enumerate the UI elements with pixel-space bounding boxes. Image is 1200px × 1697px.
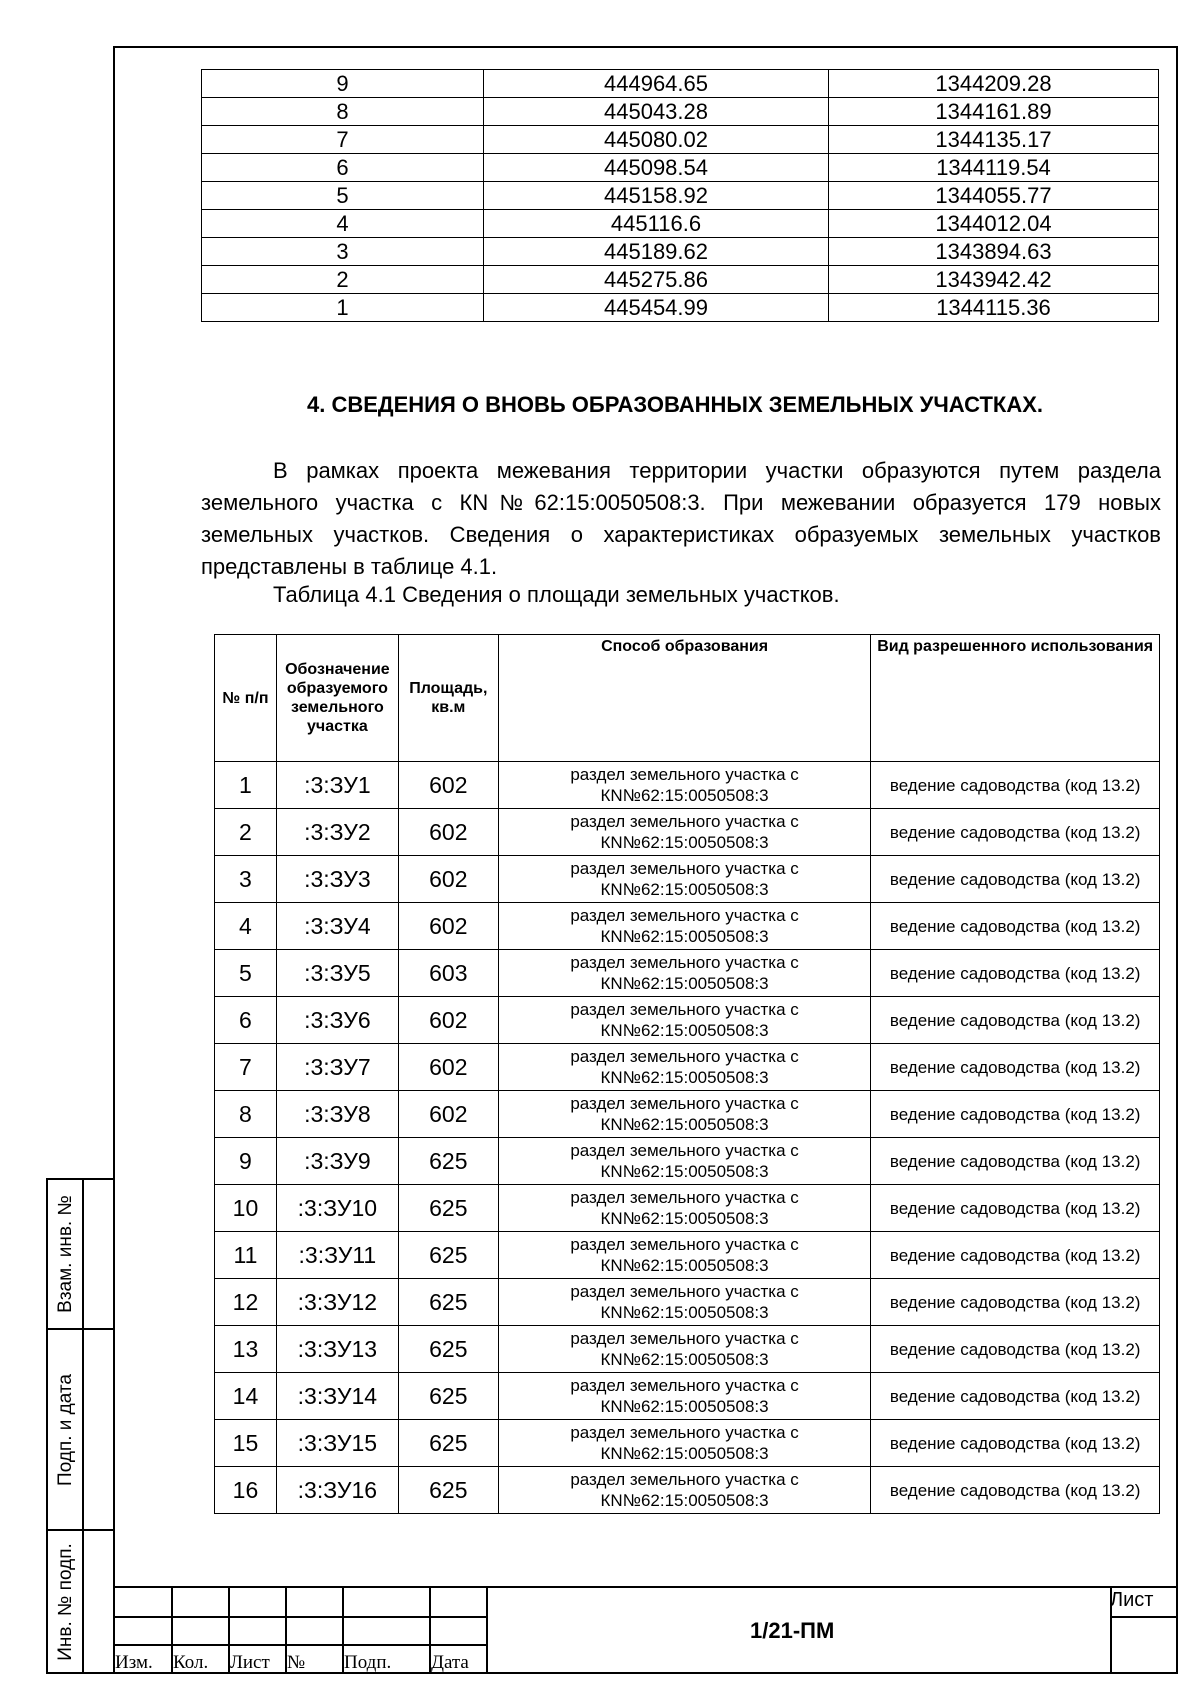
plot-num: 15 [215, 1420, 277, 1467]
plot-num: 11 [215, 1232, 277, 1279]
side-cell-podp [46, 1328, 115, 1531]
coords-row [202, 98, 1159, 126]
plot-use: ведение садоводства (код 13.2) [871, 1138, 1160, 1185]
point-number: 2 [202, 266, 484, 294]
stamp-kol: Кол. [173, 1652, 209, 1673]
plot-num: 13 [215, 1326, 277, 1373]
plot-num: 10 [215, 1185, 277, 1232]
stamp-podp: Подп. [344, 1652, 392, 1673]
plot-area: 625 [398, 1326, 498, 1373]
plot-row [215, 1279, 1160, 1326]
plot-method: раздел земельного участка с КN№62:15:0050508:3 [498, 1373, 871, 1420]
plot-num: 8 [215, 1091, 277, 1138]
plot-area: 625 [398, 1373, 498, 1420]
plot-row [215, 1044, 1160, 1091]
plot-use: ведение садоводства (код 13.2) [871, 1232, 1160, 1279]
plot-use: ведение садоводства (код 13.2) [871, 903, 1160, 950]
y-coordinate: 1343894.63 [829, 238, 1159, 266]
plot-use: ведение садоводства (код 13.2) [871, 1279, 1160, 1326]
x-coordinate: 445116.6 [484, 210, 829, 238]
plot-num: 4 [215, 903, 277, 950]
plots-table [214, 634, 1160, 1514]
coordinates-table [201, 69, 1159, 322]
x-coordinate: 445080.02 [484, 126, 829, 154]
plot-use: ведение садоводства (код 13.2) [871, 1467, 1160, 1514]
plot-num: 9 [215, 1138, 277, 1185]
point-number: 9 [202, 70, 484, 98]
point-number: 5 [202, 182, 484, 210]
plot-designation: :3:ЗУ6 [276, 997, 398, 1044]
point-number: 1 [202, 294, 484, 322]
coords-row [202, 210, 1159, 238]
header-use: Вид разрешенного использования [871, 635, 1160, 762]
coords-row [202, 70, 1159, 98]
point-number: 3 [202, 238, 484, 266]
plot-designation: :3:ЗУ15 [276, 1420, 398, 1467]
side-label-inv: Инв. № подп. [55, 1542, 76, 1661]
plot-area: 625 [398, 1279, 498, 1326]
plot-use: ведение садоводства (код 13.2) [871, 1185, 1160, 1232]
plot-row [215, 809, 1160, 856]
plot-area: 603 [398, 950, 498, 997]
x-coordinate: 445454.99 [484, 294, 829, 322]
x-coordinate: 444964.65 [484, 70, 829, 98]
plot-designation: :3:ЗУ2 [276, 809, 398, 856]
plot-row [215, 950, 1160, 997]
plot-method: раздел земельного участка с КN№62:15:0050508:3 [498, 1420, 871, 1467]
plot-use: ведение садоводства (код 13.2) [871, 950, 1160, 997]
plot-num: 16 [215, 1467, 277, 1514]
plot-row [215, 997, 1160, 1044]
plot-method: раздел земельного участка с КN№62:15:0050508:3 [498, 997, 871, 1044]
plot-row [215, 903, 1160, 950]
side-label-podp: Подп. и дата [55, 1373, 77, 1486]
plot-designation: :3:ЗУ12 [276, 1279, 398, 1326]
plot-row [215, 1373, 1160, 1420]
paragraph-text: В рамках проекта межевания территории участки образуются путем раздела земельного участка с КN№62:15:0050508:3. При межевании образуется 179 новых земельных участков. Сведения о характеристиках образуемых земельных участков представлены в таблице 4.1. [201, 458, 1161, 579]
plot-area: 602 [398, 809, 498, 856]
plot-designation: :3:ЗУ14 [276, 1373, 398, 1420]
header-area: Площадь, кв.м [398, 635, 498, 762]
plot-use: ведение садоводства (код 13.2) [871, 856, 1160, 903]
plot-area: 602 [398, 762, 498, 809]
plot-use: ведение садоводства (код 13.2) [871, 809, 1160, 856]
plot-method: раздел земельного участка с КN№62:15:0050508:3 [498, 1232, 871, 1279]
plot-num: 5 [215, 950, 277, 997]
plot-area: 625 [398, 1138, 498, 1185]
plot-method: раздел земельного участка с КN№62:15:0050508:3 [498, 856, 871, 903]
plot-area: 602 [398, 1091, 498, 1138]
x-coordinate: 445189.62 [484, 238, 829, 266]
plot-num: 7 [215, 1044, 277, 1091]
plot-area: 602 [398, 997, 498, 1044]
plot-designation: :3:ЗУ5 [276, 950, 398, 997]
plot-method: раздел земельного участка с КN№62:15:0050508:3 [498, 762, 871, 809]
y-coordinate: 1344209.28 [829, 70, 1159, 98]
plot-designation: :3:ЗУ1 [276, 762, 398, 809]
stamp-data: Дата [431, 1652, 469, 1673]
y-coordinate: 1344012.04 [829, 210, 1159, 238]
header-designation: Обозначение образуемого земельного участка [276, 635, 398, 762]
y-coordinate: 1344135.17 [829, 126, 1159, 154]
plot-method: раздел земельного участка с КN№62:15:0050508:3 [498, 1091, 871, 1138]
x-coordinate: 445098.54 [484, 154, 829, 182]
plot-area: 602 [398, 903, 498, 950]
table-caption: Таблица 4.1 Сведения о площади земельных участков. [273, 582, 840, 607]
plot-designation: :3:ЗУ7 [276, 1044, 398, 1091]
plot-num: 12 [215, 1279, 277, 1326]
point-number: 6 [202, 154, 484, 182]
side-cell-inv [46, 1529, 115, 1674]
point-number: 8 [202, 98, 484, 126]
plot-designation: :3:ЗУ16 [276, 1467, 398, 1514]
plot-num: 14 [215, 1373, 277, 1420]
section-paragraph [201, 455, 1161, 583]
plot-use: ведение садоводства (код 13.2) [871, 1326, 1160, 1373]
section-heading: 4. СВЕДЕНИЯ О ВНОВЬ ОБРАЗОВАННЫХ ЗЕМЕЛЬНЫХ УЧАСТКАХ. [307, 392, 1044, 417]
plot-method: раздел земельного участка с КN№62:15:0050508:3 [498, 1044, 871, 1091]
plot-row [215, 1467, 1160, 1514]
plot-area: 602 [398, 856, 498, 903]
x-coordinate: 445158.92 [484, 182, 829, 210]
plot-method: раздел земельного участка с КN№62:15:0050508:3 [498, 1138, 871, 1185]
coords-row [202, 126, 1159, 154]
point-number: 7 [202, 126, 484, 154]
plot-row [215, 1138, 1160, 1185]
plot-use: ведение садоводства (код 13.2) [871, 762, 1160, 809]
plot-row [215, 1091, 1160, 1138]
stamp-list: Лист [230, 1652, 270, 1673]
plot-num: 3 [215, 856, 277, 903]
y-coordinate: 1344119.54 [829, 154, 1159, 182]
plot-row [215, 762, 1160, 809]
y-coordinate: 1344115.36 [829, 294, 1159, 322]
side-stamp [46, 1178, 115, 1674]
plot-designation: :3:ЗУ13 [276, 1326, 398, 1373]
coords-row [202, 294, 1159, 322]
side-cell-vzam [46, 1178, 115, 1330]
plot-method: раздел земельного участка с КN№62:15:0050508:3 [498, 809, 871, 856]
plot-use: ведение садоводства (код 13.2) [871, 997, 1160, 1044]
plot-row [215, 1326, 1160, 1373]
y-coordinate: 1343942.42 [829, 266, 1159, 294]
plot-method: раздел земельного участка с КN№62:15:0050508:3 [498, 1326, 871, 1373]
stamp-num: № [287, 1652, 306, 1673]
plot-row [215, 1232, 1160, 1279]
coords-row [202, 182, 1159, 210]
header-num: № п/п [215, 635, 277, 762]
plot-method: раздел земельного участка с КN№62:15:0050508:3 [498, 1279, 871, 1326]
plot-num: 2 [215, 809, 277, 856]
plot-area: 625 [398, 1185, 498, 1232]
coords-row [202, 266, 1159, 294]
document-code: 1/21-ПМ [750, 1618, 835, 1643]
plot-row [215, 1185, 1160, 1232]
plot-designation: :3:ЗУ9 [276, 1138, 398, 1185]
plot-method: раздел земельного участка с КN№62:15:0050508:3 [498, 903, 871, 950]
plot-designation: :3:ЗУ10 [276, 1185, 398, 1232]
coords-row [202, 238, 1159, 266]
plot-area: 625 [398, 1232, 498, 1279]
plot-use: ведение садоводства (код 13.2) [871, 1091, 1160, 1138]
plot-row [215, 856, 1160, 903]
x-coordinate: 445275.86 [484, 266, 829, 294]
plot-use: ведение садоводства (код 13.2) [871, 1373, 1160, 1420]
x-coordinate: 445043.28 [484, 98, 829, 126]
sheet-label: Лист [1110, 1589, 1154, 1611]
title-block [113, 1586, 1178, 1674]
plot-designation: :3:ЗУ8 [276, 1091, 398, 1138]
plot-num: 6 [215, 997, 277, 1044]
coords-row [202, 154, 1159, 182]
header-method: Способ образования [498, 635, 871, 762]
side-label-vzam: Взам. инв. № [55, 1195, 76, 1313]
plot-method: раздел земельного участка с КN№62:15:0050508:3 [498, 950, 871, 997]
plot-designation: :3:ЗУ4 [276, 903, 398, 950]
plot-use: ведение садоводства (код 13.2) [871, 1044, 1160, 1091]
plot-use: ведение садоводства (код 13.2) [871, 1420, 1160, 1467]
plot-area: 602 [398, 1044, 498, 1091]
plot-area: 625 [398, 1420, 498, 1467]
y-coordinate: 1344055.77 [829, 182, 1159, 210]
plot-method: раздел земельного участка с КN№62:15:0050508:3 [498, 1467, 871, 1514]
y-coordinate: 1344161.89 [829, 98, 1159, 126]
plot-num: 1 [215, 762, 277, 809]
stamp-izm: Изм. [115, 1652, 153, 1673]
point-number: 4 [202, 210, 484, 238]
plot-row [215, 1420, 1160, 1467]
plot-area: 625 [398, 1467, 498, 1514]
plot-designation: :3:ЗУ11 [276, 1232, 398, 1279]
plot-designation: :3:ЗУ3 [276, 856, 398, 903]
plot-method: раздел земельного участка с КN№62:15:0050508:3 [498, 1185, 871, 1232]
